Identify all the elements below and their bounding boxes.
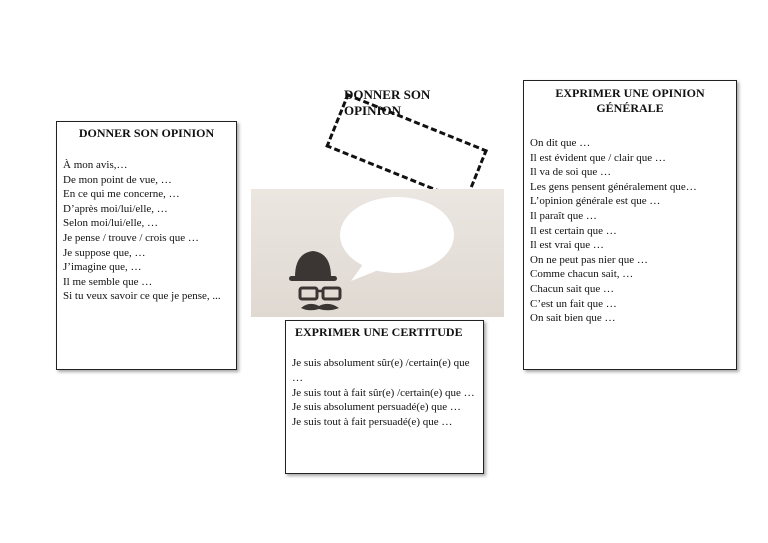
phrase-line: Les gens pensent généralement que… [530, 180, 697, 193]
phrase-line: Selon moi/lui/elle, … [63, 217, 159, 230]
box-title-line-1: EXPRIMER UNE OPINION [555, 86, 705, 100]
phrase-line: Je pense / trouve / crois que … [63, 231, 199, 244]
phrase-line: On sait bien que … [530, 312, 616, 325]
phrase-line: Il paraît que … [530, 209, 597, 222]
phrase-line: Je suppose que, … [63, 246, 146, 259]
phrase-line: Je suis absolument persuadé(e) que … [292, 401, 461, 414]
phrase-line: Il va de soi que … [530, 166, 611, 179]
tag-heading [344, 87, 454, 119]
phrase-line: Si tu veux savoir ce que je pense, ... [63, 290, 221, 303]
phrase-line: Il est évident que / clair que … [530, 151, 666, 164]
box-donner-son-opinion [56, 121, 237, 370]
phrase-line: C’est un fait que … [530, 297, 617, 310]
phrase-line: Comme chacun sait, … [530, 268, 634, 281]
box-title: EXPRIMER UNE CERTITUDE [295, 325, 463, 339]
phrase-line: Je suis tout à fait sûr(e) /certain(e) que … [292, 386, 475, 399]
phrase-line: En ce qui me concerne, … [63, 188, 180, 201]
phrase-line: Il est vrai que … [530, 239, 604, 252]
phrase-line: À mon avis,… [63, 159, 128, 171]
phrase-line: L’opinion générale est que … [530, 195, 661, 208]
phrase-line: Chacun sait que … [530, 282, 615, 295]
phrase-line: Je suis absolument sûr(e) /certain(e) que … [292, 357, 470, 384]
phrase-line: On dit que … [530, 137, 591, 149]
phrase-line: J’imagine que, … [63, 261, 142, 274]
gentleman-with-speech-bubble-icon [251, 189, 504, 317]
box-exprimer-certitude [285, 320, 484, 474]
box-exprimer-opinion-generale [523, 80, 737, 370]
tag-heading-line-1: DONNER SON [344, 87, 431, 102]
phrase-line: De mon point de vue, … [63, 173, 172, 186]
phrase-line: Je suis tout à fait persuadé(e) que … [292, 416, 453, 429]
phrase-line: Il me semble que … [63, 275, 153, 288]
tag-heading-line-2: OPINION [344, 103, 402, 118]
phrase-line: On ne peut pas nier que … [530, 253, 648, 266]
box-title-line-2: GÉNÉRALE [596, 101, 664, 115]
box-title [530, 86, 730, 116]
box-title: DONNER SON OPINION [78, 126, 215, 140]
phrase-line: D’après moi/lui/elle, … [63, 202, 168, 215]
phrase-line: Il est certain que … [530, 224, 617, 237]
speech-bubble-illustration [251, 189, 504, 317]
